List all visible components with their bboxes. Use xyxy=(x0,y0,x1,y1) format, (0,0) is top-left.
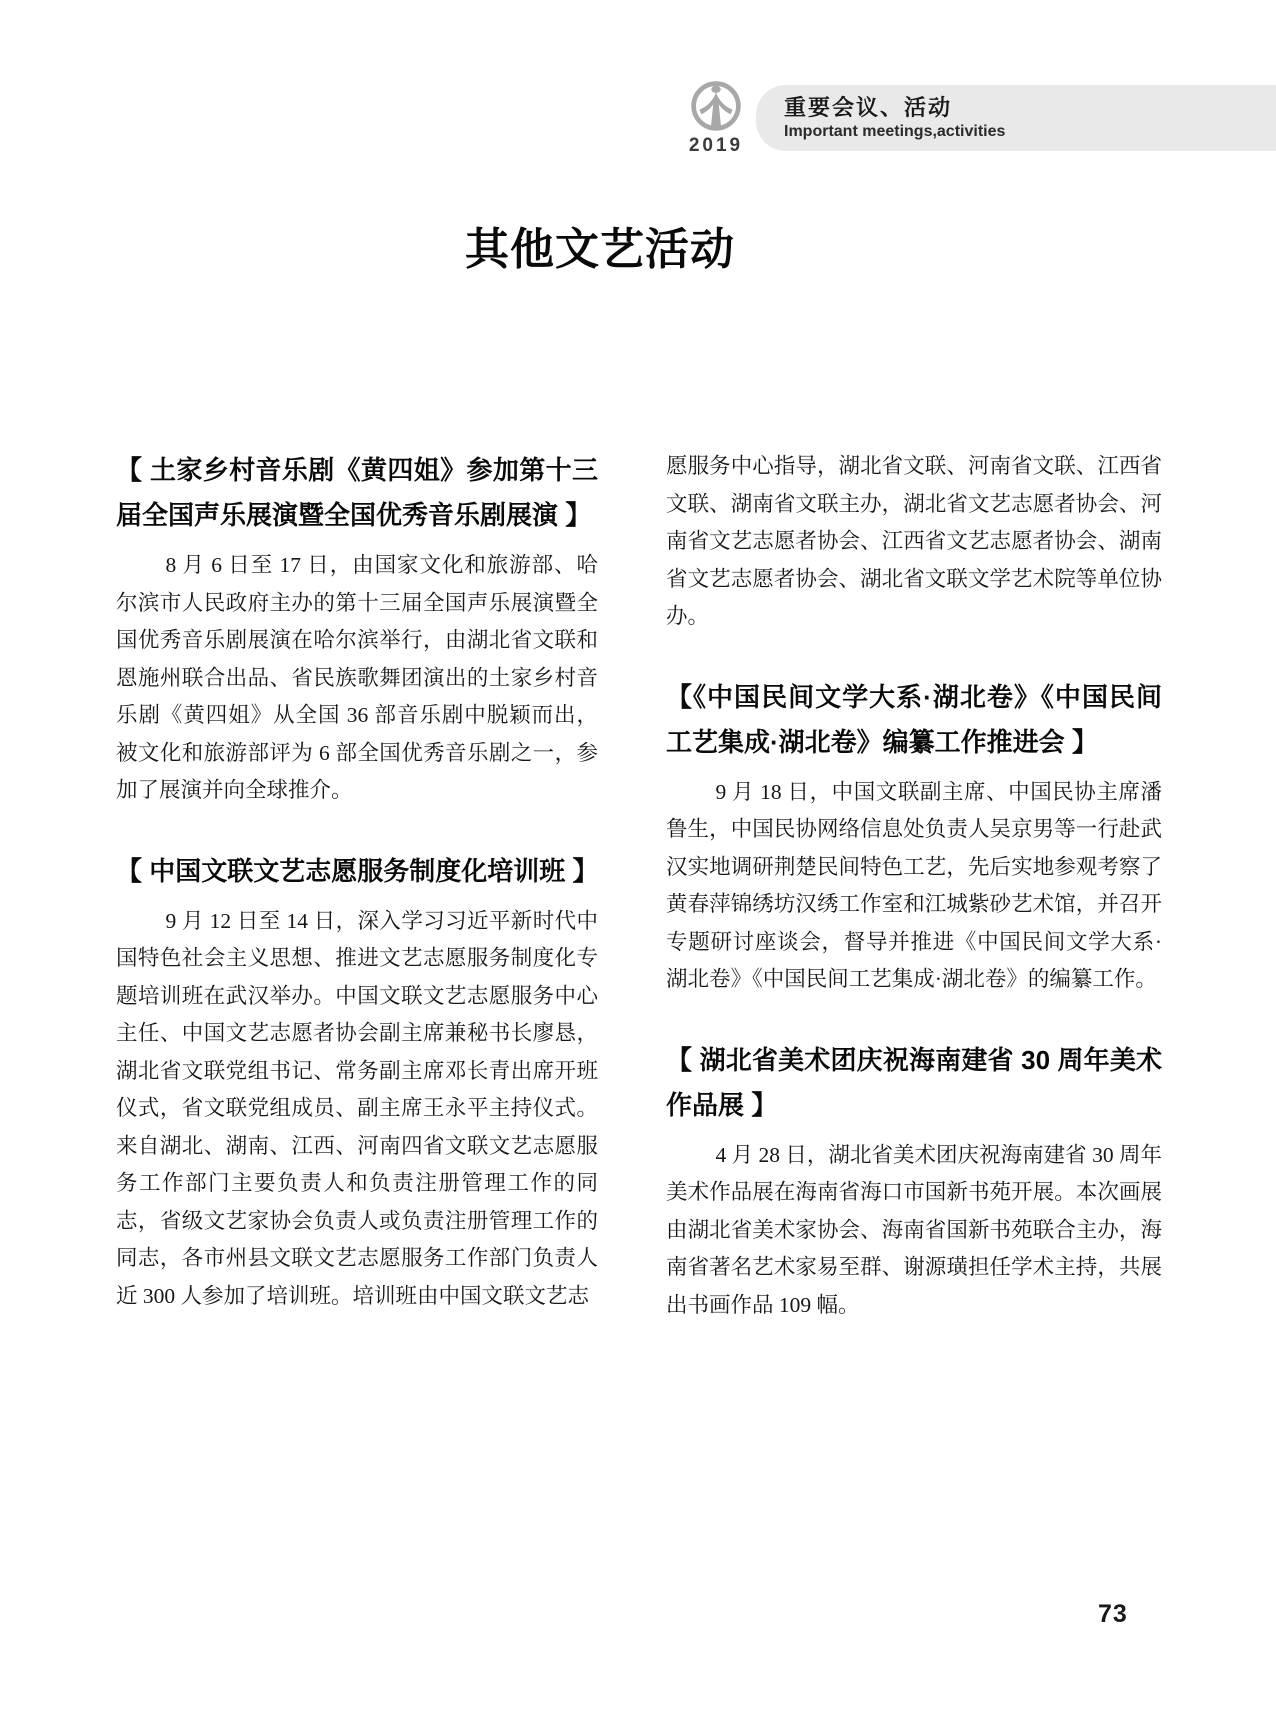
two-column-body xyxy=(116,448,1162,1324)
section-heading: 【 中国文联文艺志愿服务制度化培训班 】 xyxy=(116,855,599,886)
section-paragraph: 8 月 6 日至 17 日，由国家文化和旅游部、哈尔滨市人民政府主办的第十三届全国声乐展演暨全国优秀音乐剧展演在哈尔滨举行，由湖北省文联和恩施州联合出品、省民族歌舞团演出的土家乡村音乐剧《黄四姐》从全国 36 部音乐剧中脱颖而出，被文化和旅游部评为 6 部全国优秀音乐剧之一，参加了展演并向全球推介。 xyxy=(116,553,598,802)
header-banner-title-en: Important meetings,activities xyxy=(784,123,1006,140)
logo-year: 2019 xyxy=(688,135,744,156)
header-banner xyxy=(756,85,1276,151)
page-number: 73 xyxy=(1098,1600,1128,1628)
logo-block xyxy=(686,80,746,157)
continuation-paragraph: 愿服务中心指导，湖北省文联、河南省文联、江西省文联、湖南省文联主办，湖北省文艺志愿者协会、河南省文艺志愿者协会、江西省文艺志愿者协会、湖南省文艺志愿者协会、湖北省文联文学艺术院等单位协办。 xyxy=(666,454,1162,628)
section-paragraph: 4 月 28 日，湖北省美术团庆祝海南建省 30 周年美术作品展在海南省海口市国新书苑开展。本次画展由湖北省美术家协会、海南省国新书苑联合主办，海南省著名艺术家易至群、谢源璜担任学术主持，共展出书画作品 109 幅。 xyxy=(666,1142,1162,1317)
section-heading: 【 湖北省美术团庆祝海南建省 30 周年美术作品展 】 xyxy=(666,1044,1162,1120)
left-column xyxy=(116,448,598,1324)
header-banner-title-zh: 重要会议、活动 xyxy=(784,95,953,120)
page-title: 其他文艺活动 xyxy=(465,225,735,274)
section-heading: 【《中国民间文学大系·湖北卷》《中国民间工艺集成·湖北卷》编纂工作推进会 】 xyxy=(666,681,1162,757)
section-heading: 【 土家乡村音乐剧《黄四姐》参加第十三届全国声乐展演暨全国优秀音乐剧展演 】 xyxy=(116,455,598,530)
right-column xyxy=(666,448,1162,1324)
section-paragraph: 9 月 12 日至 14 日，深入学习习近平新时代中国特色社会主义思想、推进文艺志愿服务制度化专题培训班在武汉举办。中国文联文艺志愿服务中心主任、中国文艺志愿者协会副主席兼秘书长廖恳，湖北省文联党组书记、常务副主席邓长青出席开班仪式，省文联党组成员、副主席王永平主持仪式。来自湖北、湖南、江西、河南四省文联文艺志愿服务工作部门主要负责人和负责注册管理工作的同志，省级文艺家协会负责人或负责注册管理工作的同志，各市州县文联文艺志愿服务工作部门负责人近 300 人参加了培训班。培训班由中国文联文艺志 xyxy=(116,908,598,1308)
section-paragraph: 9 月 18 日，中国文联副主席、中国民协主席潘鲁生，中国民协网络信息处负责人吴京男等一行赴武汉实地调研荆楚民间特色工艺，先后实地参观考察了黄春萍锦绣坊汉绣工作室和江城紫砂艺术馆，并召开专题研讨座谈会，督导并推进《中国民间文学大系·湖北卷》《中国民间工艺集成·湖北卷》的编纂工作。 xyxy=(666,779,1162,991)
cflac-logo-icon xyxy=(690,80,742,132)
